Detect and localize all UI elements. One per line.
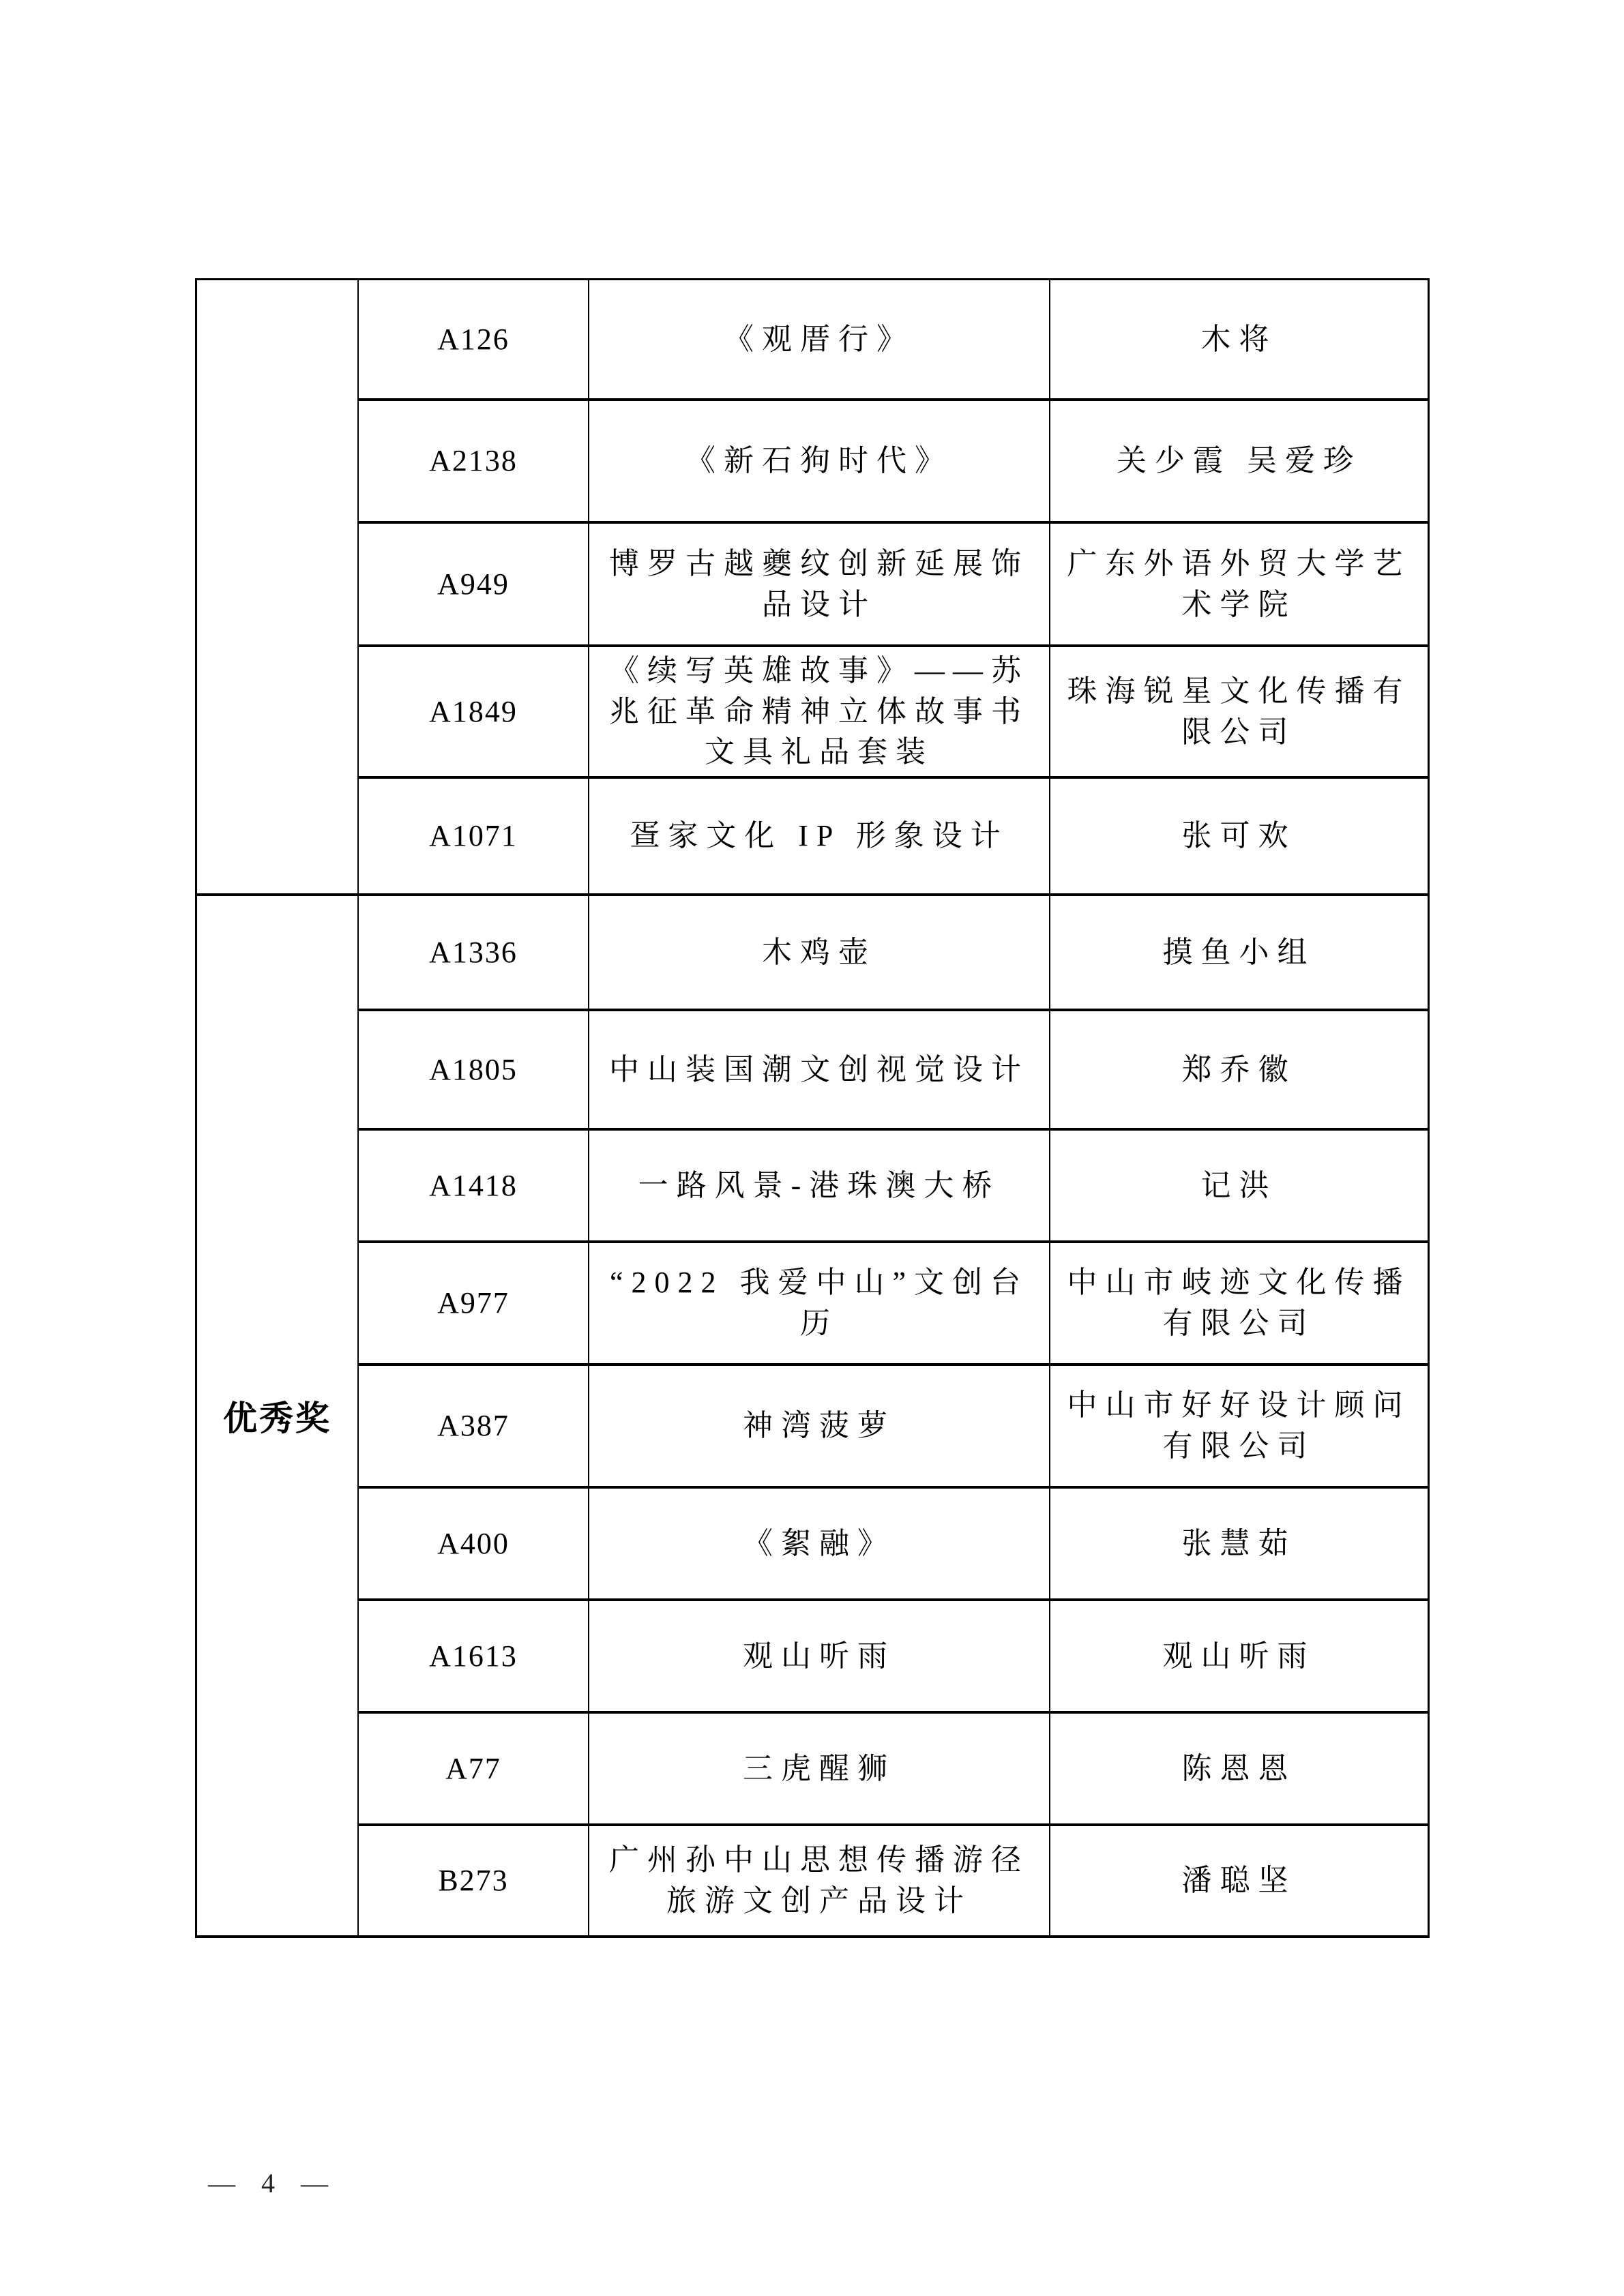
table-row (359, 1823, 1428, 1935)
table-row (359, 1009, 1428, 1128)
award-group-excellence (197, 893, 1428, 1935)
work-title: 《絮融》 (589, 1489, 1050, 1598)
entry-code: A949 (359, 524, 589, 644)
entry-code: A1849 (359, 647, 589, 776)
award-category-cell (197, 280, 359, 893)
table-row (359, 776, 1428, 893)
work-title: 《观厝行》 (589, 280, 1050, 398)
work-title: 一路风景-港珠澳大桥 (589, 1131, 1050, 1240)
work-title: 木鸡壶 (589, 896, 1050, 1009)
table-row (359, 280, 1428, 398)
work-title: 神湾菠萝 (589, 1366, 1050, 1486)
entry-code: A1613 (359, 1601, 589, 1711)
work-title: 三虎醒狮 (589, 1714, 1050, 1823)
entry-code: A400 (359, 1489, 589, 1598)
work-title: 博罗古越夔纹创新延展饰品设计 (589, 524, 1050, 644)
entry-code: A1336 (359, 896, 589, 1009)
entry-code: A126 (359, 280, 589, 398)
table-row (359, 644, 1428, 776)
work-title: “2022 我爱中山”文创台历 (589, 1243, 1050, 1363)
entry-code: A977 (359, 1243, 589, 1363)
award-group-rows (359, 896, 1428, 1935)
table-row (359, 1598, 1428, 1711)
work-title: 疍家文化 IP 形象设计 (589, 779, 1050, 893)
author-name: 广东外语外贸大学艺术学院 (1067, 546, 1411, 621)
entry-code: A387 (359, 1366, 589, 1486)
page-number: — 4 — (208, 2168, 338, 2198)
entry-code: A1418 (359, 1131, 589, 1240)
table-row (359, 398, 1428, 521)
award-category-cell: 优秀奖 (197, 896, 359, 1935)
entry-code: A1071 (359, 779, 589, 893)
table-row (359, 1711, 1428, 1823)
entry-code: A77 (359, 1714, 589, 1823)
work-title: 观山听雨 (589, 1601, 1050, 1711)
author-name: 摸鱼小组 (1162, 935, 1316, 969)
author-name: 张慧茹 (1181, 1526, 1297, 1560)
award-group-continuation (197, 280, 1428, 893)
author-name: 珠海锐星文化传播有限公司 (1067, 674, 1411, 749)
table-row (359, 1486, 1428, 1598)
table-row (359, 1128, 1428, 1240)
table-row (359, 521, 1428, 644)
author-name: 陈恩恩 (1181, 1751, 1297, 1785)
author-name: 记洪 (1200, 1168, 1278, 1202)
entry-code: B273 (359, 1826, 589, 1935)
work-title: 广州孙中山思想传播游径旅游文创产品设计 (589, 1826, 1050, 1935)
award-table (195, 278, 1430, 1938)
author-name: 潘聪坚 (1181, 1864, 1297, 1898)
author-name: 木将 (1200, 322, 1278, 356)
author-name: 张可欢 (1181, 819, 1297, 853)
entry-code: A1805 (359, 1011, 589, 1128)
author-name: 郑乔徽 (1181, 1052, 1297, 1086)
work-title: 《新石狗时代》 (589, 401, 1050, 521)
entry-code: A2138 (359, 401, 589, 521)
author-name: 中山市好好设计顾问有限公司 (1067, 1388, 1411, 1463)
work-title: 中山装国潮文创视觉设计 (589, 1011, 1050, 1128)
work-title: 《续写英雄故事》——苏兆征革命精神立体故事书文具礼品套装 (589, 647, 1050, 776)
table-row (359, 896, 1428, 1009)
table-row (359, 1240, 1428, 1363)
award-group-rows (359, 280, 1428, 893)
author-name: 观山听雨 (1162, 1639, 1316, 1673)
author-name: 关少霞 吴爱珍 (1117, 444, 1361, 478)
table-row (359, 1363, 1428, 1486)
author-name: 中山市岐迹文化传播有限公司 (1067, 1266, 1411, 1340)
